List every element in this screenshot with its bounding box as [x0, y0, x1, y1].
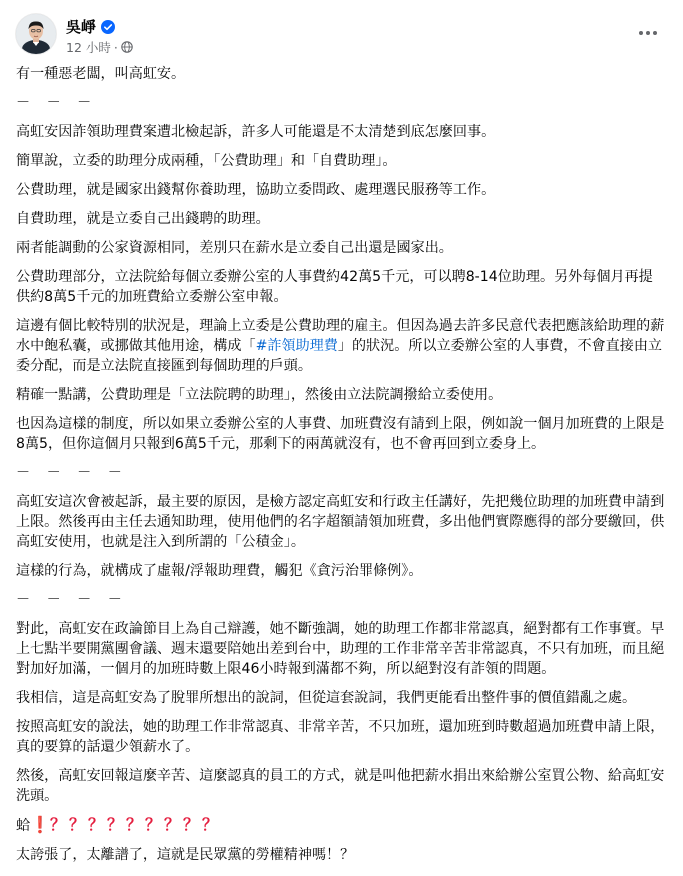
post-paragraph-with-hashtag	[16, 316, 666, 376]
post-paragraph: 自費助理，就是立委自己出錢聘的助理。	[16, 211, 270, 227]
post-paragraph: 兩者能調動的公家資源相同，差別只在薪水是立委自己出還是國家出。	[16, 240, 453, 256]
post-paragraph: 公費助理部分，立法院給每個立委辦公室的人事費約42萬5千元，可以聘8-14位助理。另外每個月再提供約8萬5千元的加班費給立委辦公室申報。	[16, 269, 653, 305]
verified-badge-icon	[101, 19, 115, 33]
hashtag-text-before: 這邊有個比較特別的狀況是，理論上立委是公費助理的雇主。但因為過去許多民意代表把應該給助理的薪水中飽私囊，或挪做其他用途，構成「	[16, 318, 665, 354]
post-paragraph: 高虹安因詐領助理費案遭北檢起訴，許多人可能還是不太清楚到底怎麼回事。	[16, 124, 496, 140]
post-paragraph: 我相信，這是高虹安為了脫罪所想出的說詞，但從這套說詞，我們更能看出整件事的價值錯亂之處。	[16, 690, 637, 706]
post-paragraph: 對此，高虹安在政論節目上為自己辯護，她不斷強調，她的助理工作都非常認真，絕對都有工作事實。早上七點半要開黨團會議、週末還要陪她出差到台中，助理的工作非常辛苦非常認真，不只有加班，而且絕對加好加滿，一個月的加班時數上限46小時報到滿都不夠，所以絕對沒有詐領的問題。	[16, 621, 665, 677]
post-paragraph: 精確一點講，公費助理是「立法院聘的助理」，然後由立法院調撥給立委使用。	[16, 387, 503, 403]
meta-separator: ·	[113, 39, 118, 55]
author-avatar[interactable]	[16, 14, 56, 54]
post-paragraph: 然後，高虹安回報這麼辛苦、這麼認真的員工的方式，就是叫他把薪水捐出來給辦公室買公物、給高虹安洗頭。	[16, 768, 665, 804]
post-paragraph: 太誇張了，太離譜了，這就是民眾黨的勞權精神嗎！？	[16, 847, 355, 863]
post-paragraph: 高虹安這次會被起訴，最主要的原因，是檢方認定高虹安和行政主任講好，先把幾位助理的加班費申請到上限。然後再由主任去通知助理，使用他們的名字超額請領加班費，多出他們實際應得的部分要繳回，供高虹安使用，也就是注入到所謂的「公積金」。	[16, 494, 665, 550]
hashtag-text-after: 」的狀況。所以立委辦公室的人事費，不會直接由立委分配，而是立法院直接匯到每個助理的戶頭。	[16, 338, 663, 374]
post-paragraph: 這樣的行為，就構成了虛報/浮報助理費，觸犯《貪污治罪條例》。	[16, 563, 423, 579]
exclamation-emoji: ❗	[30, 815, 51, 834]
avatar-image	[16, 14, 56, 54]
more-options-icon[interactable]	[633, 18, 663, 48]
post-paragraph: 簡單說，立委的助理分成兩種，「公費助理」和「自費助理」。	[16, 153, 397, 169]
post-paragraph: 有一種惡老闆，叫高虹安。	[16, 66, 186, 82]
section-divider: － － － －	[16, 592, 128, 608]
globe-icon[interactable]	[121, 41, 133, 53]
hashtag-link[interactable]: #詐領助理費	[255, 338, 338, 354]
post-paragraph: 也因為這樣的制度，所以如果立委辦公室的人事費、加班費沒有請到上限，例如說一個月加班費的上限是8萬5，但你這個月只報到6萬5千元，那剩下的兩萬就沒有，也不會再回到立委身上。	[16, 416, 665, 452]
post-meta	[66, 38, 133, 56]
post-paragraph: 公費助理，就是國家出錢幫你養助理，協助立委問政、處理選民服務等工作。	[16, 182, 496, 198]
ha-word: 蛤	[16, 818, 31, 834]
exclamation-line	[16, 815, 666, 836]
question-marks-emoji: ？？？？？？？？？	[50, 815, 222, 834]
author-name-row	[66, 16, 115, 36]
post-paragraph: 按照高虹安的說法，她的助理工作非常認真、非常辛苦，不只加班，還加班到時數超過加班費申請上限，真的要算的話還少領薪水了。	[16, 719, 665, 755]
post-timestamp[interactable]: 12 小時	[66, 40, 111, 55]
section-divider: － － － －	[16, 465, 128, 481]
post-body	[16, 64, 666, 874]
author-name[interactable]: 吳崢	[66, 17, 97, 36]
post-header	[16, 10, 667, 58]
section-divider: － － －	[16, 95, 98, 111]
